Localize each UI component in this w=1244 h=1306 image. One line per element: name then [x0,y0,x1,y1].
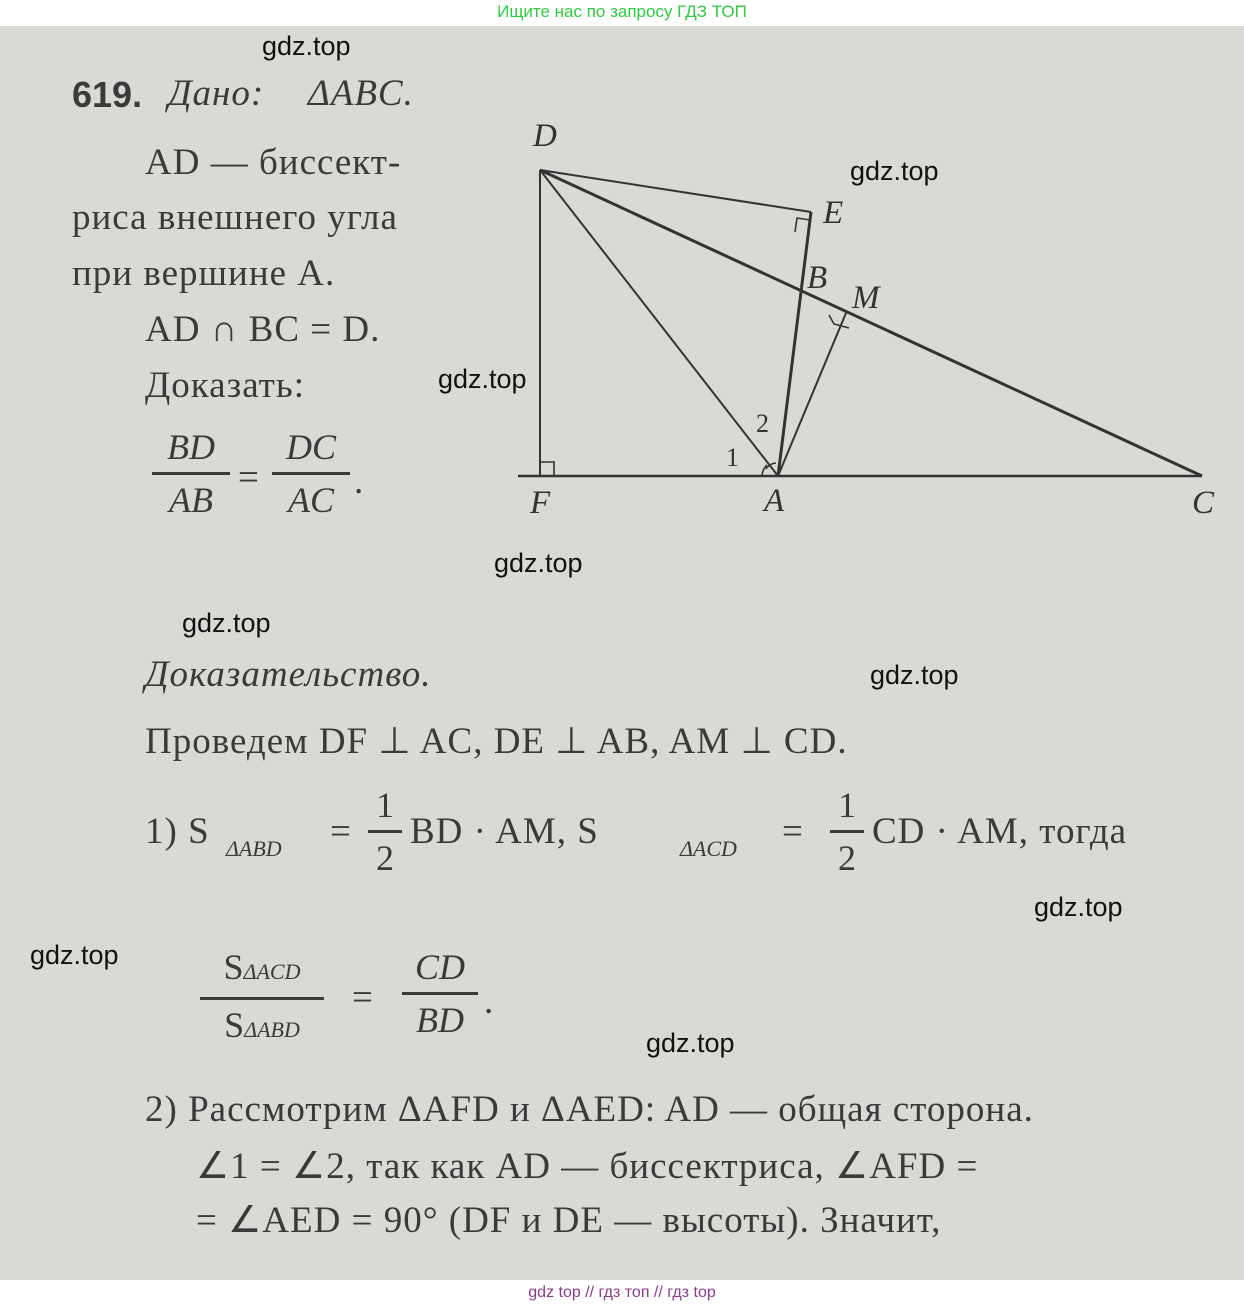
watermark: gdz.top [494,548,583,578]
area-ratio-fraction: SΔACD SΔABD [200,944,324,1053]
angle-arc-1 [762,465,767,476]
ratio-end: . [484,981,495,1022]
given-line-1: AD — биссект- [145,142,402,183]
line-DA [540,170,778,476]
prove-label: Доказать: [145,365,305,406]
prove-end: . [354,461,365,502]
point-label-A: A [764,483,785,519]
point-label-D: D [533,118,557,154]
proof-construction: Проведем DF ⊥ AC, DE ⊥ AB, AM ⊥ CD. [145,721,848,762]
watermark: gdz.top [30,940,119,970]
right-angle-F [540,462,554,476]
given-triangle: ΔABC. [308,73,414,114]
watermark: gdz.top [646,1028,735,1058]
line-DC [540,170,1202,476]
step1-equals-2: = [782,811,804,852]
point-label-M: M [852,280,880,316]
step1-prefix: 1) S [145,811,210,852]
ratio-fraction-cd-bd: CD BD [402,944,478,1043]
watermark: gdz.top [1034,892,1123,922]
point-label-F: F [530,485,551,521]
watermark: gdz.top [262,31,351,61]
line-DE [540,170,811,212]
point-label-B: B [807,260,828,296]
given-label: Дано: [168,73,265,114]
step2-line-2: ∠1 = ∠2, так как AD — биссектриса, ∠AFD = [196,1146,979,1187]
given-line-3: при вершине A. [72,253,336,294]
step1-equals-1: = [330,811,352,852]
given-line-4: AD ∩ BC = D. [145,309,381,350]
step2-line-1: 2) Рассмотрим ΔAFD и ΔAED: AD — общая сторона. [145,1089,1034,1130]
watermark: gdz.top [850,156,939,186]
geometry-figure [0,26,1244,566]
step1-end: CD · AM, тогда [872,811,1128,852]
top-banner: Ищите нас по запросу ГДЗ ТОП [497,2,747,21]
ratio-equals: = [352,977,374,1018]
step1-sub-acd: ΔACD [680,836,737,861]
point-label-C: C [1192,485,1215,521]
bottom-banner: gdz top // гдз топ // гдз top [528,1284,716,1301]
given-line-2: риса внешнего угла [72,197,398,238]
watermark: gdz.top [870,660,959,690]
step2-line-3: = ∠AED = 90° (DF и DE — высоты). Значит, [196,1200,942,1241]
prove-fraction-right: DC AC [272,424,350,523]
watermark: gdz.top [438,364,527,394]
prove-equals: = [238,457,260,498]
point-label-E: E [823,195,844,231]
angle-label-2: 2 [756,409,769,438]
textbook-page [0,26,1244,1280]
step1-half-1: 1 2 [368,782,402,881]
prove-fraction-left: BD AB [152,424,230,523]
problem-number: 619. [72,74,143,115]
angle-label-1: 1 [726,443,739,472]
right-angle-M [829,315,849,328]
proof-heading: Доказательство. [145,654,432,695]
watermark: gdz.top [182,608,271,638]
step1-half-2: 1 2 [830,782,864,881]
step1-sub-abd: ΔABD [226,836,282,861]
step1-middle: BD · AM, S [410,811,599,852]
